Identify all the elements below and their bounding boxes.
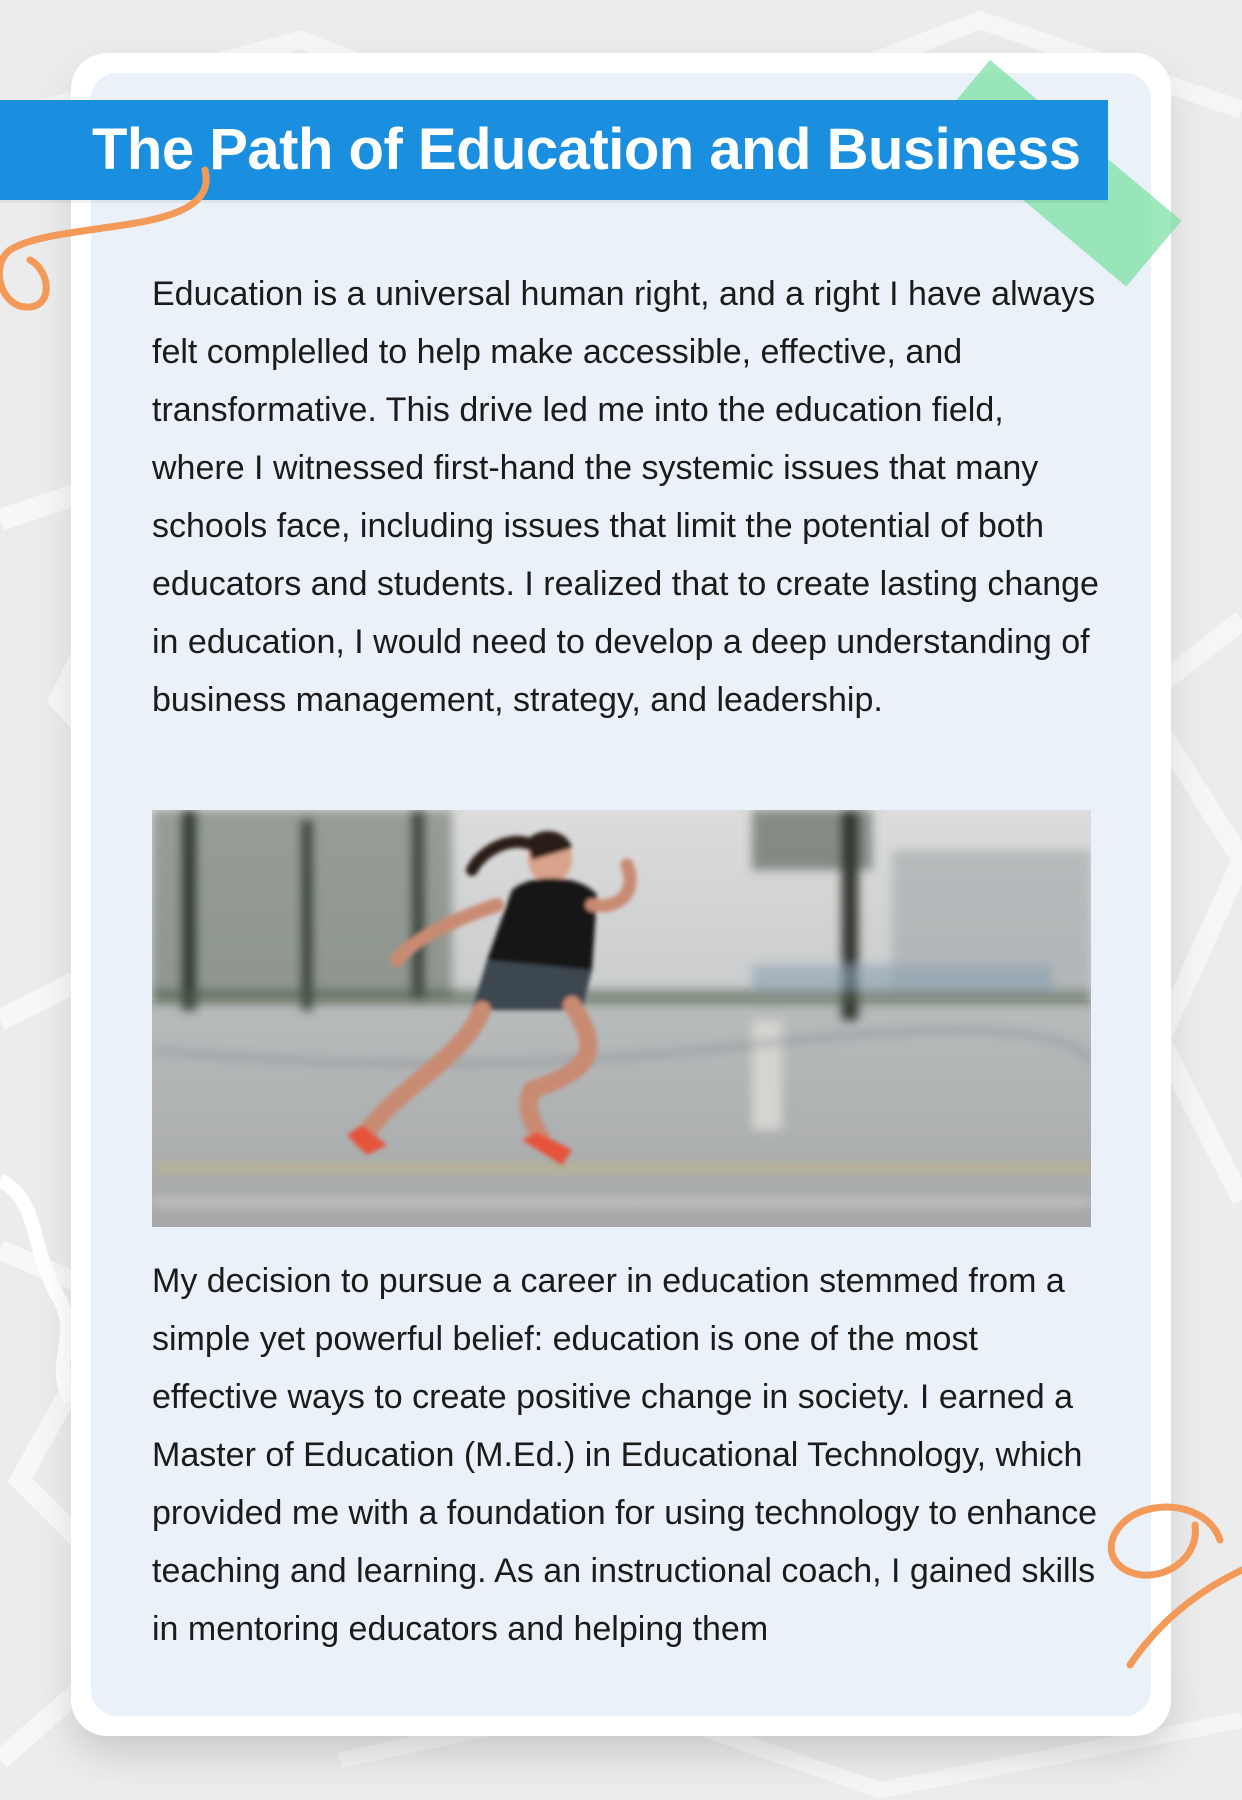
career-paragraph: My decision to pursue a career in education stemmed from a simple yet powerful belief: education is one of the most effective ways to create positive change in society. I earned a Master of Education (M.Ed.) in Educational Technology, which provided me with a foundation for using technology to enhance teaching and learning. As an instructional coach, I gained skills in mentoring educators and helping them <box>152 1262 1098 1648</box>
ribbon-notched-edge <box>1102 100 1114 200</box>
intro-paragraph: Education is a universal human right, and a right I have always felt complelled to help make accessible, effective, and transformative. This drive led me into the education field, where I witnessed first-hand the systemic issues that many schools face, including issues that limit the potential of both educators and students. I realized that to create lasting change in education, I would need to develop a deep understanding of business management, strategy, and leadership. <box>152 275 1099 719</box>
page-title: The Path of Education and Business <box>92 117 1081 182</box>
runner-photo <box>152 810 1091 1227</box>
